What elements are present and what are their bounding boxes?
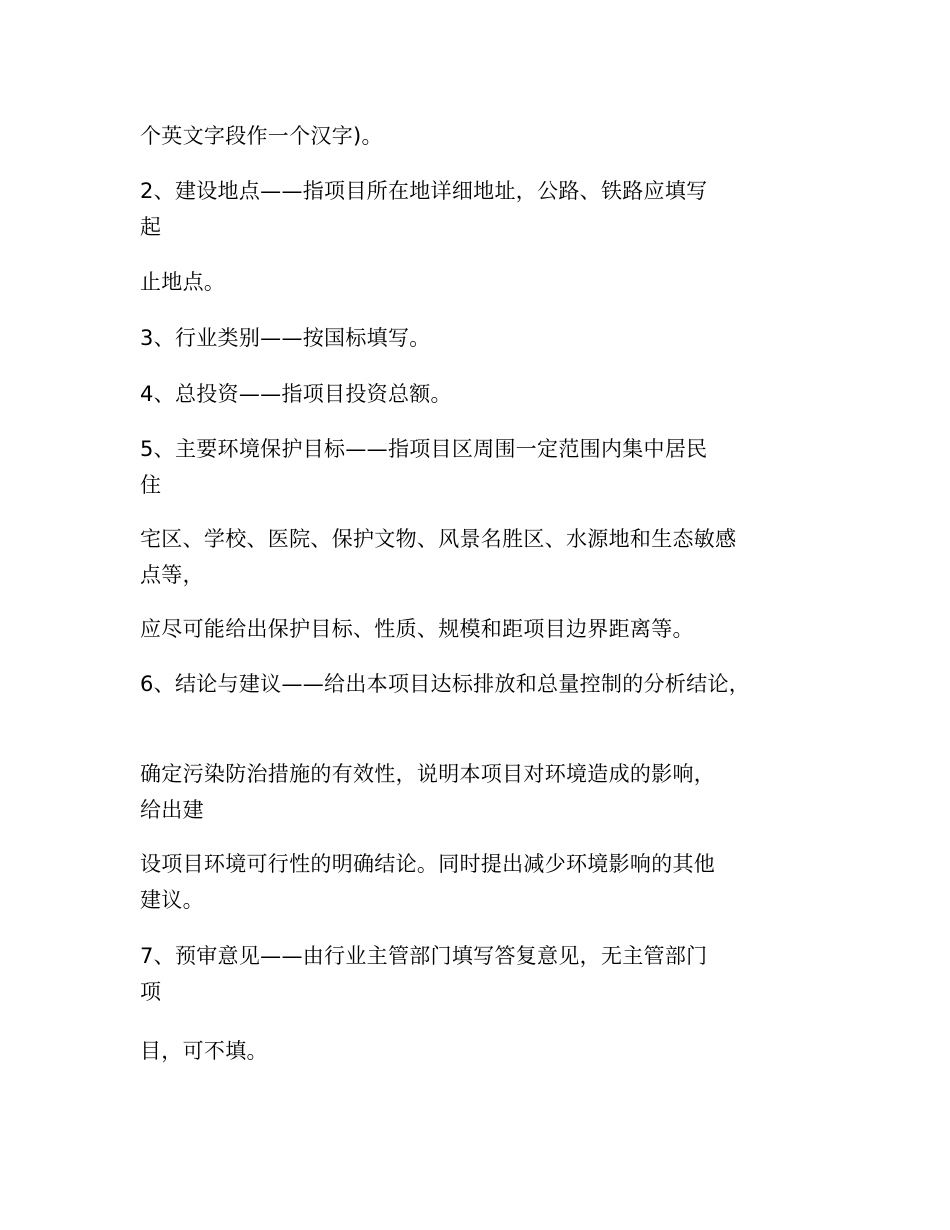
paragraph-item-6 <box>140 666 820 702</box>
text-line: 项 <box>140 980 162 1004</box>
paragraph-item-4 <box>140 376 820 412</box>
paragraph-item-2-cont <box>140 264 820 300</box>
paragraph-item-7-cont <box>140 1033 820 1069</box>
paragraph-item-5 <box>140 431 820 503</box>
paragraph-item-3 <box>140 320 820 356</box>
text-line: 5、主要环境保护目标——指项目区周围一定范围内集中居民 <box>140 437 708 461</box>
text-line: 建议。 <box>140 888 204 912</box>
text-line: 6、结论与建议——给出本项目达标排放和总量控制的分析结论， <box>140 672 751 696</box>
paragraph-item-6-cont-2 <box>140 846 820 918</box>
text-line: 止地点。 <box>140 270 226 294</box>
text-line: 起 <box>140 215 162 239</box>
text-line: 个英文字段作一个汉字)。 <box>140 124 383 148</box>
text-line: 目，可不填。 <box>140 1039 268 1063</box>
text-line: 2、建设地点——指项目所在地详细地址，公路、铁路应填写 <box>140 179 708 203</box>
text-line: 设项目环境可行性的明确结论。同时提出减少环境影响的其他 <box>140 852 716 876</box>
paragraph-item-5-cont-1 <box>140 521 820 593</box>
text-line: 确定污染防治措施的有效性，说明本项目对环境造成的影响， <box>140 762 716 786</box>
text-line: 应尽可能给出保护目标、性质、规模和距项目边界距离等。 <box>140 617 694 641</box>
text-line: 3、行业类别——按国标填写。 <box>140 326 431 350</box>
text-line: 7、预审意见——由行业主管部门填写答复意见，无主管部门 <box>140 944 708 968</box>
paragraph-item-5-cont-2 <box>140 611 820 647</box>
text-line: 点等， <box>140 563 204 587</box>
text-line: 给出建 <box>140 798 204 822</box>
text-line: 4、总投资——指项目投资总额。 <box>140 382 452 406</box>
text-line: 住 <box>140 473 162 497</box>
paragraph-item-2 <box>140 173 820 245</box>
paragraph-item-7 <box>140 938 820 1010</box>
paragraph-item-6-cont-1 <box>140 756 820 828</box>
paragraph-continuation <box>140 118 820 154</box>
text-line: 宅区、学校、医院、保护文物、风景名胜区、水源地和生态敏感 <box>140 527 737 551</box>
